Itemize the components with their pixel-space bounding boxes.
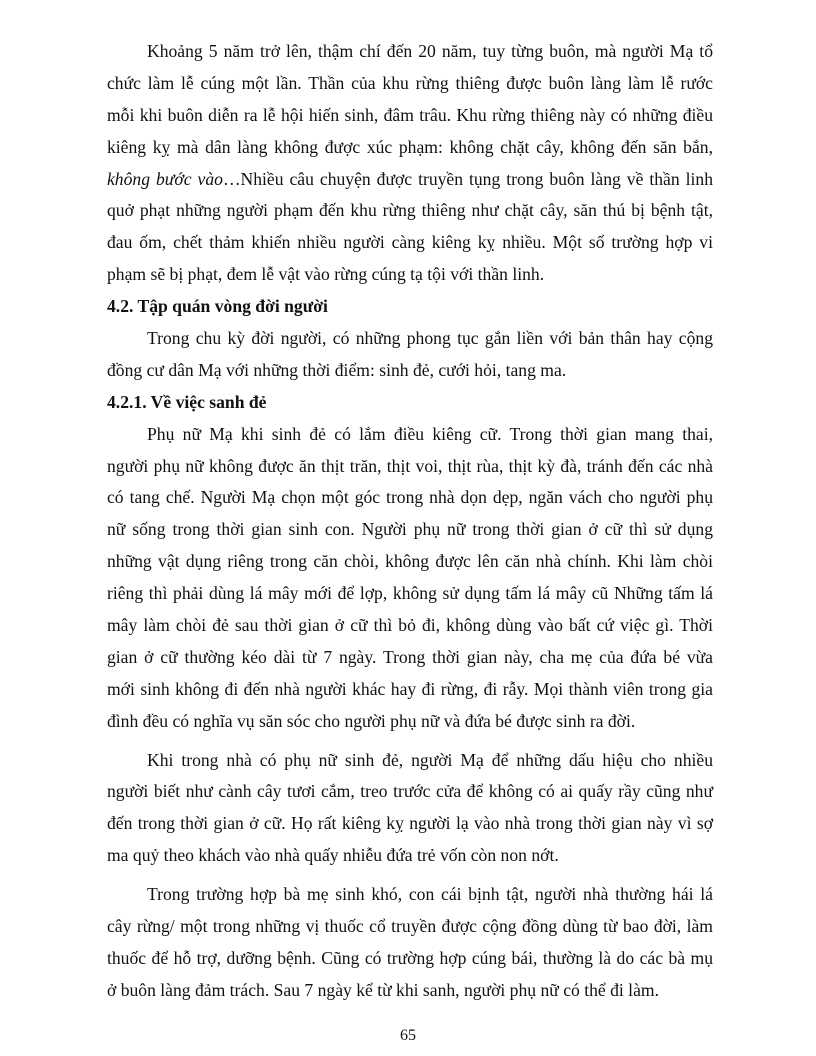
text-line: mây làm chòi đẻ sau thời gian ở cữ thì bỏ đi, không dùng vào bất cứ việc gì. Thời [107, 615, 713, 636]
page-number: 65 [400, 1027, 416, 1044]
paragraph-sacred-forest [107, 36, 713, 291]
text-segment: …Nhiều câu chuyện được truyền tụng trong buôn làng về thần linh [222, 168, 713, 189]
text-line: Khi trong nhà có phụ nữ sinh đẻ, người Mạ để những dấu hiệu cho nhiều [147, 749, 713, 770]
text-line: những vật dụng riêng trong căn chòi, không được lên căn nhà chính. Khi làm chòi [107, 551, 713, 572]
paragraph-childbirth [107, 419, 713, 738]
text-line: thuốc để hỗ trợ, dưỡng bệnh. Cũng có trường hợp cúng bái, thường là do các bà mụ [107, 947, 713, 968]
text-line: chức làm lễ cúng một lần. Thần của khu rừng thiêng được buôn làng làm lễ rước [107, 72, 713, 93]
text-line: Trong trường hợp bà mẹ sinh khó, con cái bịnh tật, người nhà thường hái lá [147, 884, 713, 905]
paragraph-signs [107, 745, 713, 873]
text-line: mỗi khi buôn diễn ra lễ hội hiến sinh, đâm trâu. Khu rừng thiêng này có những điều [107, 104, 713, 125]
italic-text: không bước vào [107, 168, 223, 189]
text-line: kiêng kỵ mà dân làng không được xúc phạm: không chặt cây, không đến săn bắn, [107, 136, 713, 157]
text-line: mới sinh không đi đến nhà người khác hay đi rừng, đi rẫy. Mọi thành viên trong gia [107, 678, 713, 699]
text-line: ma quỷ theo khách vào nhà quấy nhiễu đứa trẻ vốn còn non nớt. [107, 845, 559, 866]
text-line: phạm sẽ bị phạt, đem lễ vật vào rừng cúng tạ tội với thần linh. [107, 264, 545, 285]
text-line: có tang chế. Người Mạ chọn một góc trong nhà dọn dẹp, ngăn vách cho người phụ [107, 487, 713, 508]
text-line: người phụ nữ không được ăn thịt trăn, thịt voi, thịt rùa, thịt kỳ đà, tránh đến các nhà [107, 455, 713, 476]
text-line: quở phạt những người phạm đến khu rừng thiêng như chặt cây, săn thú bị bệnh tật, [107, 200, 713, 221]
text-line: đau ốm, chết thảm khiến nhiều người càng kiêng kỵ nhiều. Một số trường hợp vi [107, 232, 713, 253]
text-line: cây rừng/ một trong những vị thuốc cổ truyền được cộng đồng dùng từ bao đời, làm [107, 916, 713, 937]
text-line: đình đều có nghĩa vụ săn sóc cho người phụ nữ và đứa bé được sinh ra đời. [107, 710, 636, 731]
text-line: gian ở cữ thường kéo dài từ 7 ngày. Trong thời gian này, cha mẹ của đứa bé vừa [107, 646, 713, 667]
text-line: ở buôn làng đảm trách. Sau 7 ngày kể từ khi sanh, người phụ nữ có thể đi làm. [107, 979, 659, 1000]
section-heading: 4.2. Tập quán vòng đời người [107, 296, 328, 317]
paragraph-difficult-birth [107, 879, 713, 1007]
document-page [107, 36, 713, 1007]
text-line: người biết như cành cây tươi cắm, treo trước cửa để không có ai quấy rầy cũng như [107, 781, 713, 802]
text-line: Trong chu kỳ đời người, có những phong tục gắn liền với bản thân hay cộng [147, 328, 713, 349]
text-line: riêng thì phải dùng lá mây mới để lợp, không sử dụng tấm lá mây cũ Những tấm lá [107, 583, 713, 604]
paragraph-life-cycle [107, 323, 713, 387]
text-line: đồng cư dân Mạ với những thời điểm: sinh đẻ, cưới hỏi, tang ma. [107, 359, 567, 380]
subsection-heading: 4.2.1. Về việc sanh đẻ [107, 391, 267, 412]
text-line: nữ sống trong thời gian sinh con. Người phụ nữ trong thời gian ở cữ thì sử dụng [107, 519, 713, 540]
text-line: đến trong thời gian ở cữ. Họ rất kiêng kỵ người lạ vào nhà trong thời gian này vì sợ [107, 813, 713, 834]
text-line: Phụ nữ Mạ khi sinh đẻ có lắm điều kiêng cữ. Trong thời gian mang thai, [147, 423, 713, 444]
text-line [107, 164, 713, 196]
text-line: Khoảng 5 năm trở lên, thậm chí đến 20 năm, tuy từng buôn, mà người Mạ tổ [147, 41, 713, 61]
